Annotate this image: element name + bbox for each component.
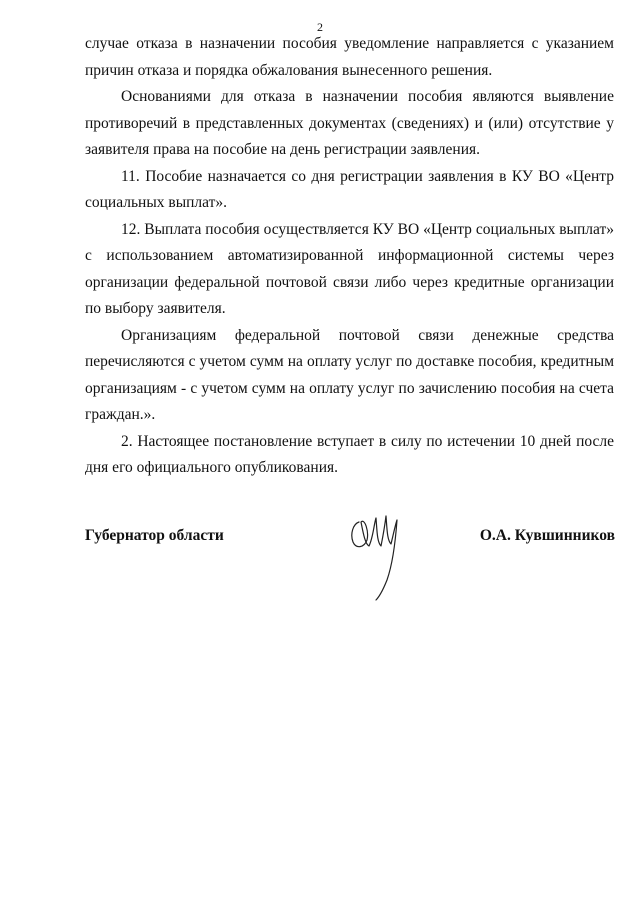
paragraph-transfer-terms: Организациям федеральной почтовой связи денежные средства перечисляются с учетом сумм на оплату услуг по доставке пособия, кредитным организациям - с учетом сумм на оплату услуг по зачислению пособия на счета граждан.».	[85, 326, 614, 423]
signatory-name: О.А. Кувшинников	[479, 527, 615, 544]
paragraph-entry-into-force: 2. Настоящее постановление вступает в силу по истечении 10 дней после дня его официального опубликования.	[85, 432, 614, 476]
paragraph-item-12: 12. Выплата пособия осуществляется КУ ВО «Центр социальных выплат» с использованием автоматизированной информационной системы через организации федеральной почтовой связи либо через кредитные организации по выбору заявителя.	[85, 220, 614, 317]
handwritten-signature-icon	[345, 504, 415, 604]
paragraph-refusal-grounds: Основаниями для отказа в назначении пособия являются выявление противоречий в представленных документах (сведениях) и (или) отсутствие у заявителя права на пособие на день регистрации заявления.	[85, 88, 614, 158]
paragraph-item-11: 11. Пособие назначается со дня регистрации заявления в КУ ВО «Центр социальных выплат».	[85, 167, 614, 211]
paragraph-refusal-notice: случае отказа в назначении пособия уведомление направляется с указанием причин отказа и порядка обжалования вынесенного решения.	[85, 35, 614, 79]
document-body	[85, 31, 614, 482]
signatory-position: Губернатор области	[85, 527, 224, 544]
page-number: 2	[317, 20, 323, 34]
